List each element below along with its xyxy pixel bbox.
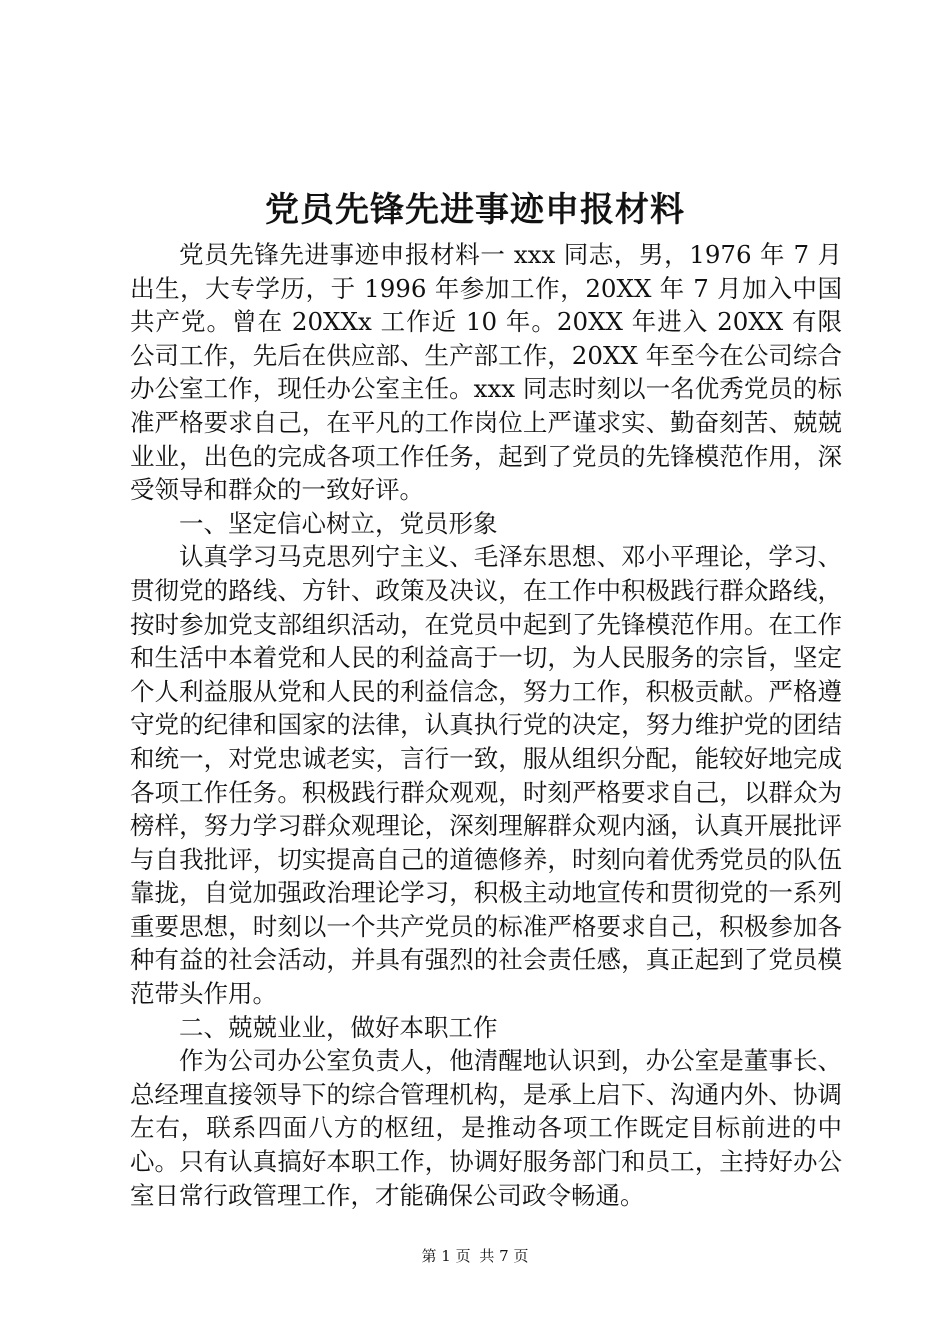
paragraph-section-2: 作为公司办公室负责人，他清醒地认识到，办公室是董事长、总经理直接领导下的综合管理机构，是承上启下、沟通内外、协调左右，联系四面八方的枢纽，是推动各项工作既定目标前进的中心。只有认真搞好本职工作，协调好服务部门和员工，主持好办公室日常行政管理工作，才能确保公司政令畅通。 (130, 1046, 842, 1210)
page-total: 共 7 页 (479, 1247, 529, 1265)
paragraph-intro: 党员先锋先进事迹申报材料一 xxx 同志，男，1976 年 7 月出生，大专学历，于 1996 年参加工作，20XX 年 7 月加入中国共产党。曾在 20XXx 工作近 10 年。20XX 年进入 20XX 有限公司工作，先后在供应部、生产部工作，20XX 年至今在公司综合办公室工作，现任办公室主任。xxx 同志时刻以一名优秀党员的标准严格要求自己，在平凡的工作岗位上严谨求实、勤奋刻苦、兢兢业业，出色的完成各项工作任务，起到了党员的先锋模范作用，深受领导和群众的一致好评。 (130, 240, 842, 505)
document-body (130, 238, 842, 1212)
paragraph-section-1: 认真学习马克思列宁主义、毛泽东思想、邓小平理论，学习、贯彻党的路线、方针、政策及决议，在工作中积极践行群众路线，按时参加党支部组织活动，在党员中起到了先锋模范作用。在工作和生活中本着党和人民的利益高于一切，为人民服务的宗旨，坚定个人利益服从党和人民的利益信念，努力工作，积极贡献。严格遵守党的纪律和国家的法律，认真执行党的决定，努力维护党的团结和统一，对党忠诚老实，言行一致，服从组织分配，能较好地完成各项工作任务。积极践行群众观观，时刻严格要求自己，以群众为榜样，努力学习群众观理论，深刻理解群众观内涵，认真开展批评与自我批评，切实提高自己的道德修养，时刻向着优秀党员的队伍靠拢，自觉加强政治理论学习，积极主动地宣传和贯彻党的一系列重要思想，时刻以一个共产党员的标准严格要求自己，积极参加各种有益的社会活动，并具有强烈的社会责任感，真正起到了党员模范带头作用。 (130, 542, 842, 1009)
page-footer (0, 1245, 950, 1267)
section-heading-1: 一、坚定信心树立，党员形象 (179, 508, 498, 538)
page-number: 第 1 页 (421, 1247, 471, 1265)
document-title: 党员先锋先进事迹申报材料 (265, 190, 685, 230)
section-heading-2: 二、兢兢业业，做好本职工作 (179, 1012, 498, 1042)
